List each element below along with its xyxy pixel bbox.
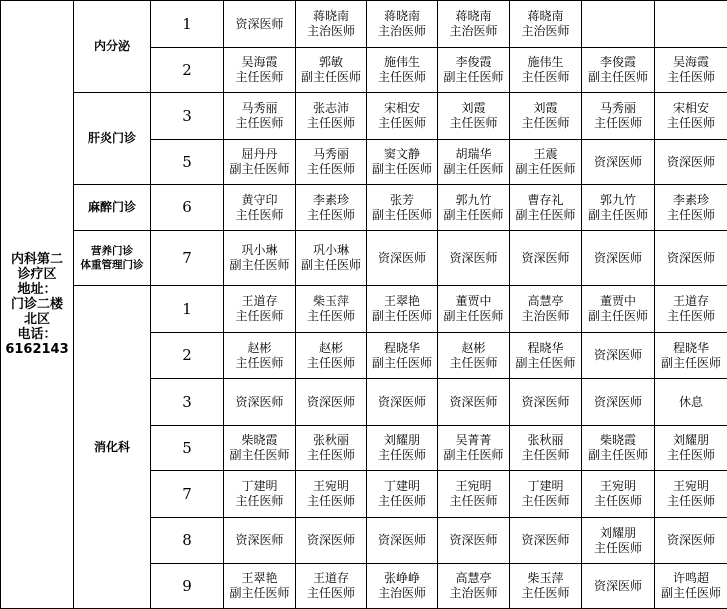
doctor-title: 主任医师 — [296, 309, 366, 324]
area-name-line2: 诊疗区 — [1, 267, 73, 282]
doctor-name: 马秀丽 — [582, 101, 654, 116]
schedule-cell — [510, 185, 582, 231]
schedule-cell — [582, 1, 655, 48]
doctor-name: 黄守印 — [224, 193, 295, 208]
schedule-cell — [224, 379, 296, 426]
schedule-cell — [438, 564, 510, 609]
doctor-title: 资深医师 — [224, 17, 295, 32]
doctor-title: 主治医师 — [438, 586, 509, 601]
schedule-cell — [582, 231, 655, 286]
doctor-title: 资深医师 — [582, 579, 654, 594]
doctor-name: 曹存礼 — [510, 193, 581, 208]
schedule-cell — [296, 48, 367, 93]
doctor-title: 资深医师 — [655, 533, 727, 548]
schedule-body — [1, 1, 727, 609]
department-name-cell — [74, 93, 151, 185]
doctor-name: 王宛明 — [582, 479, 654, 494]
doctor-name: 赵彬 — [224, 341, 295, 356]
schedule-cell — [655, 286, 727, 333]
doctor-title: 副主任医师 — [438, 208, 509, 223]
schedule-row — [1, 231, 727, 286]
doctor-name: 马秀丽 — [296, 147, 366, 162]
doctor-title: 资深医师 — [438, 533, 509, 548]
schedule-cell — [296, 140, 367, 185]
doctor-name: 吴海霞 — [655, 55, 727, 70]
doctor-title: 副主任医师 — [296, 258, 366, 273]
room-number-cell: 2 — [151, 48, 224, 93]
doctor-title: 主任医师 — [510, 116, 581, 131]
schedule-cell — [438, 286, 510, 333]
doctor-title: 主任医师 — [510, 448, 581, 463]
doctor-name: 许鸣超 — [655, 571, 727, 586]
doctor-title: 主任医师 — [224, 494, 295, 509]
schedule-cell — [296, 231, 367, 286]
schedule-row — [1, 286, 727, 333]
doctor-name: 郭敏 — [296, 55, 366, 70]
schedule-cell — [367, 518, 438, 564]
doctor-name: 董贾中 — [582, 294, 654, 309]
schedule-row — [1, 185, 727, 231]
doctor-title: 主治医师 — [367, 24, 437, 39]
schedule-cell — [296, 426, 367, 471]
schedule-cell — [438, 333, 510, 379]
doctor-title: 主任医师 — [296, 494, 366, 509]
doctor-name: 屈丹丹 — [224, 147, 295, 162]
room-number-cell: 6 — [151, 185, 224, 231]
doctor-title: 资深医师 — [655, 251, 727, 266]
doctor-name: 高慧亭 — [510, 294, 581, 309]
doctor-name: 丁建明 — [510, 479, 581, 494]
schedule-cell — [655, 471, 727, 518]
schedule-cell — [510, 471, 582, 518]
schedule-cell — [510, 1, 582, 48]
doctor-title: 资深医师 — [582, 395, 654, 410]
doctor-title: 资深医师 — [582, 155, 654, 170]
schedule-row — [1, 93, 727, 140]
schedule-cell — [367, 1, 438, 48]
schedule-cell — [510, 48, 582, 93]
doctor-title: 副主任医师 — [582, 70, 654, 85]
schedule-cell — [510, 333, 582, 379]
schedule-cell — [224, 140, 296, 185]
schedule-cell — [367, 140, 438, 185]
schedule-cell — [510, 286, 582, 333]
schedule-cell — [582, 379, 655, 426]
schedule-cell — [224, 1, 296, 48]
doctor-name: 郭九竹 — [438, 193, 509, 208]
schedule-cell — [582, 333, 655, 379]
area-address-label: 地址： — [1, 282, 73, 297]
schedule-cell — [367, 48, 438, 93]
doctor-title: 资深医师 — [296, 533, 366, 548]
doctor-name: 刘耀朋 — [655, 433, 727, 448]
doctor-title: 资深医师 — [510, 533, 581, 548]
doctor-title: 副主任医师 — [655, 586, 727, 601]
doctor-title: 主任医师 — [438, 116, 509, 131]
schedule-cell — [438, 231, 510, 286]
room-number-cell: 3 — [151, 93, 224, 140]
schedule-cell — [224, 48, 296, 93]
doctor-name: 蒋晓南 — [367, 9, 437, 24]
room-number-cell: 8 — [151, 518, 224, 564]
doctor-title: 休息 — [655, 395, 727, 410]
doctor-name: 张志沛 — [296, 101, 366, 116]
schedule-cell — [438, 185, 510, 231]
doctor-name: 宋相安 — [367, 101, 437, 116]
department-name: 麻醉门诊 — [74, 200, 150, 215]
schedule-cell — [367, 286, 438, 333]
schedule-cell — [582, 93, 655, 140]
schedule-cell — [224, 231, 296, 286]
doctor-title: 资深医师 — [296, 395, 366, 410]
doctor-title: 资深医师 — [510, 395, 581, 410]
doctor-title: 资深医师 — [367, 251, 437, 266]
schedule-cell — [367, 379, 438, 426]
doctor-title: 主任医师 — [296, 116, 366, 131]
doctor-name: 蒋晓南 — [438, 9, 509, 24]
doctor-title: 副主任医师 — [224, 258, 295, 273]
schedule-cell — [655, 1, 727, 48]
schedule-cell — [582, 564, 655, 609]
area-name-line1: 内科第二 — [1, 252, 73, 267]
doctor-name: 柴玉萍 — [296, 294, 366, 309]
schedule-cell — [510, 140, 582, 185]
doctor-title: 主任医师 — [510, 586, 581, 601]
doctor-title: 资深医师 — [655, 155, 727, 170]
schedule-cell — [582, 471, 655, 518]
doctor-title: 主任医师 — [438, 494, 509, 509]
room-number-cell: 5 — [151, 426, 224, 471]
doctor-title: 主任医师 — [582, 541, 654, 556]
doctor-title: 主任医师 — [296, 448, 366, 463]
department-name-cell — [74, 286, 151, 609]
doctor-title: 主任医师 — [224, 208, 295, 223]
area-info-cell — [1, 1, 74, 609]
doctor-name: 巩小琳 — [224, 243, 295, 258]
schedule-cell — [367, 471, 438, 518]
doctor-title: 副主任医师 — [438, 309, 509, 324]
doctor-title: 副主任医师 — [296, 70, 366, 85]
area-phone: 6162143 — [1, 342, 73, 357]
room-number-cell: 1 — [151, 1, 224, 48]
department-name: 营养门诊 — [74, 244, 150, 258]
room-number-cell: 5 — [151, 140, 224, 185]
schedule-cell — [655, 93, 727, 140]
doctor-name: 蒋晓南 — [296, 9, 366, 24]
doctor-title: 主任医师 — [224, 356, 295, 371]
doctor-name: 刘耀朋 — [367, 433, 437, 448]
doctor-name: 郭九竹 — [582, 193, 654, 208]
doctor-name: 刘霞 — [510, 101, 581, 116]
doctor-title: 副主任医师 — [510, 356, 581, 371]
doctor-name: 李素珍 — [296, 193, 366, 208]
doctor-name: 窦文静 — [367, 147, 437, 162]
room-number-cell: 2 — [151, 333, 224, 379]
schedule-cell — [655, 48, 727, 93]
schedule-cell — [582, 518, 655, 564]
doctor-name: 吴海霞 — [224, 55, 295, 70]
department-name-cell — [74, 1, 151, 93]
doctor-title: 主治医师 — [367, 586, 437, 601]
schedule-cell — [438, 426, 510, 471]
doctor-title: 主治医师 — [296, 24, 366, 39]
schedule-cell — [438, 48, 510, 93]
doctor-name: 刘霞 — [438, 101, 509, 116]
doctor-name: 柴晓霞 — [582, 433, 654, 448]
doctor-name: 蒋晓南 — [510, 9, 581, 24]
doctor-name: 王宛明 — [655, 479, 727, 494]
schedule-cell — [367, 333, 438, 379]
schedule-cell — [224, 185, 296, 231]
doctor-title: 副主任医师 — [582, 448, 654, 463]
schedule-cell — [582, 185, 655, 231]
room-number-cell: 9 — [151, 564, 224, 609]
schedule-cell — [438, 1, 510, 48]
doctor-title: 资深医师 — [224, 533, 295, 548]
schedule-cell — [510, 518, 582, 564]
doctor-title: 主任医师 — [296, 356, 366, 371]
doctor-name: 张峥峥 — [367, 571, 437, 586]
doctor-title: 资深医师 — [367, 395, 437, 410]
doctor-title: 主任医师 — [367, 116, 437, 131]
schedule-cell — [510, 426, 582, 471]
doctor-title: 副主任医师 — [582, 208, 654, 223]
doctor-name: 巩小琳 — [296, 243, 366, 258]
doctor-name: 张秋丽 — [296, 433, 366, 448]
doctor-title: 主任医师 — [296, 586, 366, 601]
doctor-name: 程晓华 — [655, 341, 727, 356]
doctor-name: 王宛明 — [296, 479, 366, 494]
schedule-cell — [655, 564, 727, 609]
schedule-cell — [655, 379, 727, 426]
doctor-title: 主任医师 — [367, 494, 437, 509]
doctor-title: 副主任医师 — [224, 448, 295, 463]
doctor-name: 胡瑞华 — [438, 147, 509, 162]
area-address-line2: 北区 — [1, 312, 73, 327]
doctor-name: 刘耀朋 — [582, 526, 654, 541]
area-address-line1: 门诊二楼 — [1, 297, 73, 312]
schedule-cell — [224, 564, 296, 609]
schedule-cell — [438, 379, 510, 426]
doctor-name: 王道存 — [224, 294, 295, 309]
department-name: 肝炎门诊 — [74, 131, 150, 146]
doctor-title: 主任医师 — [655, 494, 727, 509]
department-name-line2: 体重管理门诊 — [74, 258, 150, 272]
schedule-cell — [224, 286, 296, 333]
doctor-title: 主任医师 — [582, 494, 654, 509]
doctor-title: 主任医师 — [582, 116, 654, 131]
schedule-cell — [367, 185, 438, 231]
doctor-name: 王宛明 — [438, 479, 509, 494]
doctor-title: 主任医师 — [296, 162, 366, 177]
doctor-name: 李俊霞 — [582, 55, 654, 70]
doctor-title: 副主任医师 — [367, 309, 437, 324]
schedule-cell — [655, 518, 727, 564]
doctor-title: 主任医师 — [655, 116, 727, 131]
doctor-name: 李素珍 — [655, 193, 727, 208]
schedule-cell — [582, 426, 655, 471]
doctor-title: 副主任医师 — [510, 208, 581, 223]
doctor-title: 副主任医师 — [367, 208, 437, 223]
area-phone-label: 电话： — [1, 327, 73, 342]
doctor-title: 主治医师 — [510, 309, 581, 324]
doctor-name: 柴玉萍 — [510, 571, 581, 586]
schedule-cell — [224, 518, 296, 564]
doctor-name: 程晓华 — [367, 341, 437, 356]
doctor-title: 主任医师 — [510, 494, 581, 509]
department-name-cell — [74, 185, 151, 231]
doctor-title: 主任医师 — [655, 448, 727, 463]
doctor-name: 王道存 — [655, 294, 727, 309]
doctor-name: 张秋丽 — [510, 433, 581, 448]
doctor-title: 副主任医师 — [510, 162, 581, 177]
schedule-cell — [296, 333, 367, 379]
doctor-name: 董贾中 — [438, 294, 509, 309]
doctor-title: 主任医师 — [510, 70, 581, 85]
doctor-title: 主任医师 — [224, 309, 295, 324]
doctor-name: 高慧亭 — [438, 571, 509, 586]
schedule-cell — [510, 93, 582, 140]
schedule-cell — [582, 140, 655, 185]
schedule-cell — [438, 93, 510, 140]
doctor-title: 资深医师 — [438, 251, 509, 266]
room-number-cell: 1 — [151, 286, 224, 333]
schedule-cell — [655, 231, 727, 286]
schedule-cell — [438, 518, 510, 564]
doctor-title: 主治医师 — [510, 24, 581, 39]
doctor-name: 张芳 — [367, 193, 437, 208]
doctor-name: 马秀丽 — [224, 101, 295, 116]
schedule-cell — [296, 564, 367, 609]
doctor-title: 主任医师 — [655, 208, 727, 223]
schedule-cell — [510, 564, 582, 609]
schedule-cell — [655, 333, 727, 379]
doctor-name: 程晓华 — [510, 341, 581, 356]
schedule-cell — [224, 471, 296, 518]
doctor-title: 资深医师 — [367, 533, 437, 548]
doctor-name: 施伟生 — [367, 55, 437, 70]
doctor-title: 主任医师 — [367, 448, 437, 463]
doctor-name: 王震 — [510, 147, 581, 162]
schedule-cell — [367, 564, 438, 609]
room-number-cell: 3 — [151, 379, 224, 426]
schedule-cell — [367, 231, 438, 286]
doctor-name: 赵彬 — [296, 341, 366, 356]
schedule-cell — [655, 426, 727, 471]
schedule-cell — [438, 140, 510, 185]
doctor-title: 资深医师 — [510, 251, 581, 266]
schedule-cell — [296, 1, 367, 48]
doctor-title: 副主任医师 — [367, 162, 437, 177]
schedule-cell — [296, 286, 367, 333]
doctor-title: 副主任医师 — [438, 162, 509, 177]
room-number-cell: 7 — [151, 231, 224, 286]
doctor-title: 主任医师 — [224, 70, 295, 85]
doctor-title: 主任医师 — [296, 208, 366, 223]
doctor-name: 李俊霞 — [438, 55, 509, 70]
doctor-name: 施伟生 — [510, 55, 581, 70]
schedule-cell — [582, 48, 655, 93]
doctor-name: 赵彬 — [438, 341, 509, 356]
schedule-cell — [655, 140, 727, 185]
schedule-cell — [510, 231, 582, 286]
doctor-title: 主治医师 — [438, 24, 509, 39]
schedule-cell — [510, 379, 582, 426]
schedule-cell — [655, 185, 727, 231]
doctor-title: 副主任医师 — [224, 162, 295, 177]
doctor-title: 副主任医师 — [367, 356, 437, 371]
room-number-cell: 7 — [151, 471, 224, 518]
department-name-cell — [74, 231, 151, 286]
doctor-title: 资深医师 — [582, 251, 654, 266]
schedule-cell — [296, 93, 367, 140]
doctor-title: 资深医师 — [224, 395, 295, 410]
schedule-cell — [438, 471, 510, 518]
schedule-cell — [367, 93, 438, 140]
doctor-name: 王道存 — [296, 571, 366, 586]
doctor-title: 副主任医师 — [655, 356, 727, 371]
schedule-cell — [296, 518, 367, 564]
schedule-cell — [367, 426, 438, 471]
doctor-title: 副主任医师 — [438, 448, 509, 463]
doctor-title: 主任医师 — [655, 70, 727, 85]
department-name: 消化科 — [74, 440, 150, 455]
schedule-cell — [224, 426, 296, 471]
doctor-title: 主任医师 — [224, 116, 295, 131]
doctor-name: 王翠艳 — [224, 571, 295, 586]
doctor-title: 资深医师 — [438, 395, 509, 410]
doctor-name: 吴菁菁 — [438, 433, 509, 448]
schedule-cell — [296, 471, 367, 518]
doctor-title: 资深医师 — [582, 348, 654, 363]
doctor-title: 副主任医师 — [438, 70, 509, 85]
doctor-title: 副主任医师 — [582, 309, 654, 324]
doctor-title: 主任医师 — [438, 356, 509, 371]
schedule-cell — [296, 185, 367, 231]
doctor-name: 柴晓霞 — [224, 433, 295, 448]
doctor-name: 丁建明 — [224, 479, 295, 494]
doctor-title: 主任医师 — [367, 70, 437, 85]
schedule-cell — [224, 333, 296, 379]
schedule-cell — [224, 93, 296, 140]
schedule-row — [1, 1, 727, 48]
doctor-name: 王翠艳 — [367, 294, 437, 309]
department-name: 内分泌 — [74, 39, 150, 54]
doctor-name: 丁建明 — [367, 479, 437, 494]
schedule-cell — [296, 379, 367, 426]
schedule-cell — [582, 286, 655, 333]
doctor-title: 主任医师 — [655, 309, 727, 324]
doctor-title: 副主任医师 — [224, 586, 295, 601]
doctor-name: 宋相安 — [655, 101, 727, 116]
